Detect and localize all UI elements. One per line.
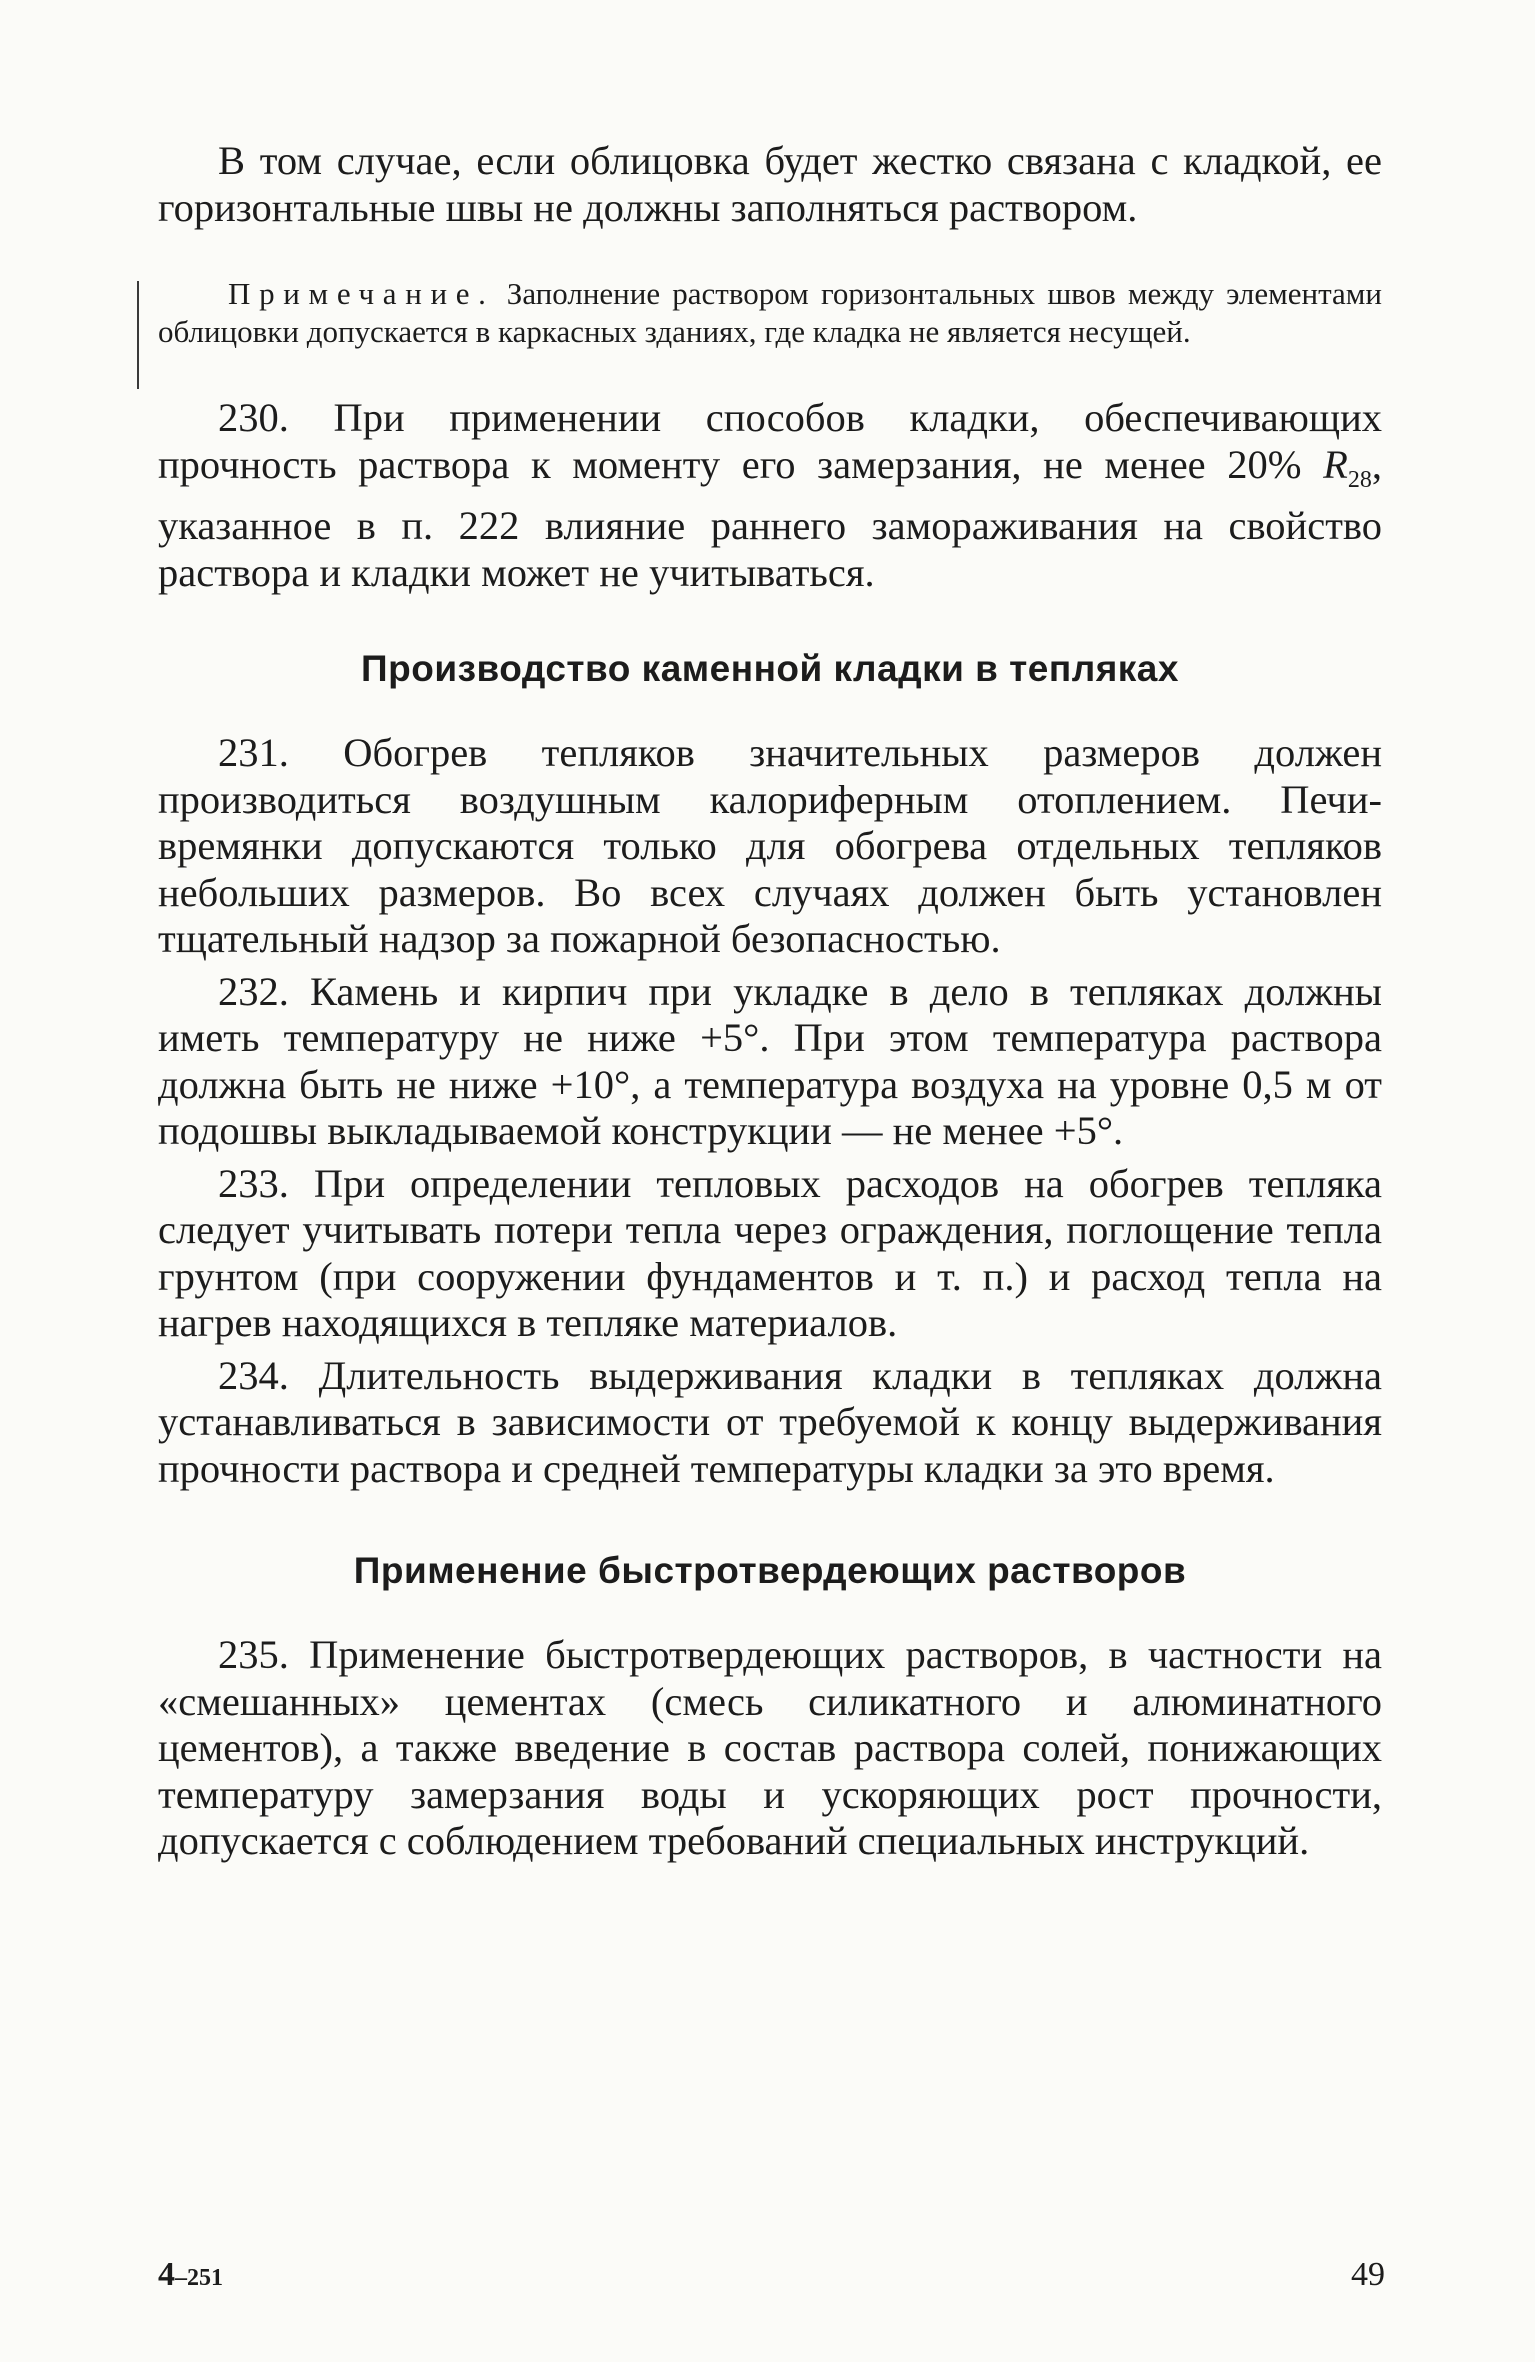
intro-paragraph: В том случае, если облицовка будет жестко связана с кладкой, ее горизонтальные швы не должны заполняться раствором. [158, 138, 1382, 230]
page-body [158, 138, 1382, 1865]
paragraph-235: 235. Применение быстротвердеющих растворов, в частности на «смешанных» цементах (смесь силикатного и алюминатного цементов), а также введение в состав раствора солей, понижающих температуру замерзания воды и ускоряющих рост прочности, допускается с соблюдением требований специальных инструкций. [158, 1632, 1382, 1864]
paragraph-231: 231. Обогрев тепляков значительных размеров должен производиться воздушным калориферным отоплением. Печи-времянки допускаются только для обогрева отдельных тепляков небольших размеров. Во всех случаях должен быть установлен тщательный надзор за пожарной безопасностью. [158, 730, 1382, 962]
note-margin-bar [137, 281, 139, 389]
paragraph-233: 233. При определении тепловых расходов на обогрев тепляка следует учитывать потери тепла через ограждения, поглощение тепла грунтом (при сооружении фундаментов и т. п.) и расход тепла на нагрев находящихся в тепляке материалов. [158, 1160, 1382, 1346]
r-subscript: 28 [1347, 466, 1372, 493]
r-variable: R [1323, 441, 1348, 487]
note-text: Заполнение раствором горизонтальных швов между элементами облицовки допускается в каркасных зданиях, где кладка не является несущей. [158, 276, 1382, 349]
section-heading-teplyaki: Производство каменной кладки в тепляках [361, 648, 1179, 690]
note-label: Примечание. [228, 276, 495, 311]
paragraph-230: 230. При применении способов кладки, обеспечивающих прочность раствора к моменту его замерзания, не менее 20% $R_{28}$, указанное в п. 222 влияние раннего замораживания на свойство раствора и кладки может не учитываться. [158, 395, 1382, 595]
paragraph-232: 232. Камень и кирпич при укладке в дело в тепляках должны иметь температуру не ниже +5°. При этом температура раствора должна быть не ниже +10°, а температура воздуха на уровне 0,5 м от подошвы выкладываемой конструкции — не менее +5°. [158, 968, 1382, 1154]
section-heading-rastvory: Применение быстротвердеющих растворов [353, 1550, 1187, 1592]
note-block [158, 275, 1382, 351]
page-number: 49 [1351, 2256, 1385, 2293]
paragraph-234: 234. Длительность выдерживания кладки в тепляках должна устанавливаться в зависимости от требуемой к концу выдерживания прочности раствора и средней температуры кладки за это время. [158, 1352, 1382, 1491]
printer-signature: 4–251 [158, 2256, 223, 2293]
